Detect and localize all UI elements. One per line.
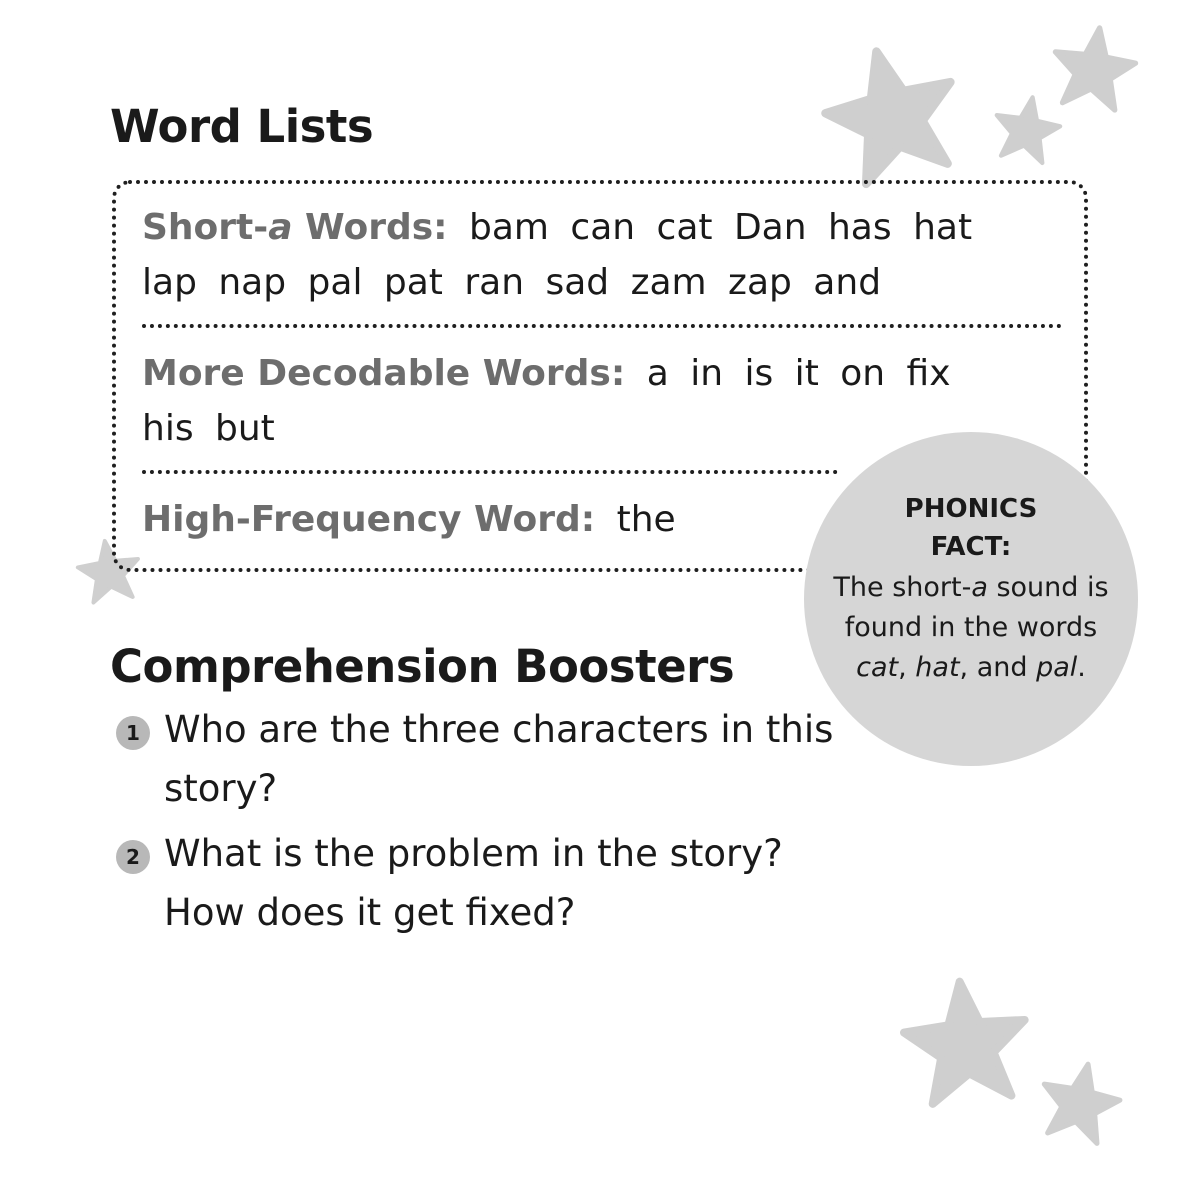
phonics-text-part: sound is found in the words [844, 572, 1109, 643]
star-icon [807, 29, 977, 199]
more-decodable-words-label: More Decodable Words: [142, 353, 626, 394]
phonics-fact-bubble [804, 432, 1138, 766]
question-item [116, 824, 836, 942]
high-frequency-word-label: High-Frequency Word: [142, 499, 596, 540]
question-text: Who are the three characters in this story? [164, 708, 834, 810]
short-a-label-prefix: Short- [142, 207, 269, 248]
more-decodable-words-section [142, 346, 992, 456]
phonics-fact-text [826, 568, 1116, 688]
phonics-example-word: pal [1036, 652, 1078, 683]
question-item [116, 700, 836, 818]
star-icon [1044, 18, 1143, 117]
question-text: What is the problem in the story? How does it get fixed? [164, 832, 783, 934]
short-a-words-section [142, 200, 1042, 310]
phonics-example-word: cat [856, 652, 899, 683]
word-lists-heading: Word Lists [110, 100, 374, 153]
phonics-text-sep: , [898, 652, 916, 683]
question-number-badge: 2 [116, 840, 150, 874]
phonics-example-word: hat [915, 652, 960, 683]
star-icon [1030, 1052, 1130, 1152]
divider [142, 470, 838, 474]
comprehension-boosters-heading: Comprehension Boosters [110, 640, 735, 693]
divider [142, 324, 1062, 328]
phonics-text-em: a [971, 572, 988, 603]
phonics-text-sep: , and [959, 652, 1037, 683]
more-decodable-words-list: a in is it on fix his but [142, 353, 951, 449]
star-icon [893, 969, 1038, 1114]
short-a-label-suffix: Words: [292, 207, 448, 248]
short-a-words-label [142, 207, 448, 248]
high-frequency-word-list: the [616, 499, 676, 540]
short-a-label-emphasis: a [268, 207, 293, 248]
high-frequency-word-section [142, 492, 792, 547]
phonics-text-part: The short- [833, 572, 972, 603]
question-number-badge: 1 [116, 716, 150, 750]
phonics-text-end: . [1077, 652, 1086, 683]
phonics-fact-title: PHONICS FACT: [904, 494, 1038, 562]
short-a-words-list: bam can cat Dan has hat lap nap pal pat ran sad zam zap and [142, 207, 973, 303]
